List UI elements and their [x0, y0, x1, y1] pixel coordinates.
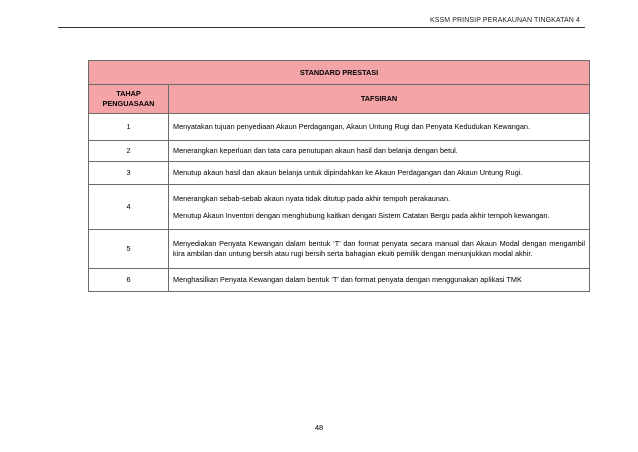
description-cell [169, 141, 590, 162]
running-header: KSSM PRINSIP PERAKAUNAN TINGKATAN 4 [429, 17, 580, 24]
table-title: STANDARD PRESTASI [89, 61, 590, 85]
table-row [89, 230, 590, 269]
description-text: Menerangkan keperluan dan tata cara penutupan akaun hasil dan belanja dengan betul. [173, 146, 458, 155]
description-text: Menyediakan Penyata Kewangan dalam bentuk ‘T’ dan format penyata secara manual dan Akaun Modal dengan mengambil kira ambilan dan untung bersih atau rugi bersih serta bahagian ekuiti pemilik dengan menunjukkan modal akhir. [173, 239, 586, 258]
description-cell [169, 269, 590, 292]
level-cell: 6 [89, 269, 169, 292]
table-row [89, 114, 590, 141]
description-text: Menyatakan tujuan penyediaan Akaun Perdagangan, Akaun Untung Rugi dan Penyata Kedudukan Kewangan. [173, 122, 531, 131]
table-row [89, 141, 590, 162]
standard-prestasi-table [88, 60, 590, 292]
page-number: 48 [314, 423, 324, 432]
table-row [89, 269, 590, 292]
table-row [89, 162, 590, 185]
description-text: Menerangkan sebab-sebab akaun nyata tidak ditutup pada akhir tempoh perakaunan. [173, 193, 451, 203]
description-text: Menutup akaun hasil dan akaun belanja untuk dipindahkan ke Akaun Perdagangan dan Akaun Untung Rugi. [173, 168, 523, 177]
table-row [89, 185, 590, 230]
description-cell [169, 230, 590, 269]
level-cell: 2 [89, 141, 169, 162]
description-cell [169, 162, 590, 185]
description-text: Menghasilkan Penyata Kewangan dalam bentuk ‘T’ dan format penyata dengan menggunakan aplikasi TMK [173, 275, 522, 284]
header-rule [58, 27, 585, 28]
level-cell: 4 [89, 185, 169, 230]
level-cell: 3 [89, 162, 169, 185]
description-cell [169, 114, 590, 141]
description-cell [169, 185, 590, 230]
column-header-level: TAHAP PENGUASAAN [89, 85, 169, 114]
level-cell: 5 [89, 230, 169, 269]
level-cell: 1 [89, 114, 169, 141]
description-text: Menutup Akaun Inventori dengan menghubung kaitkan dengan Sistem Catatan Bergu pada akhir tempoh kewangan. [173, 210, 550, 220]
column-header-description: TAFSIRAN [169, 85, 590, 114]
